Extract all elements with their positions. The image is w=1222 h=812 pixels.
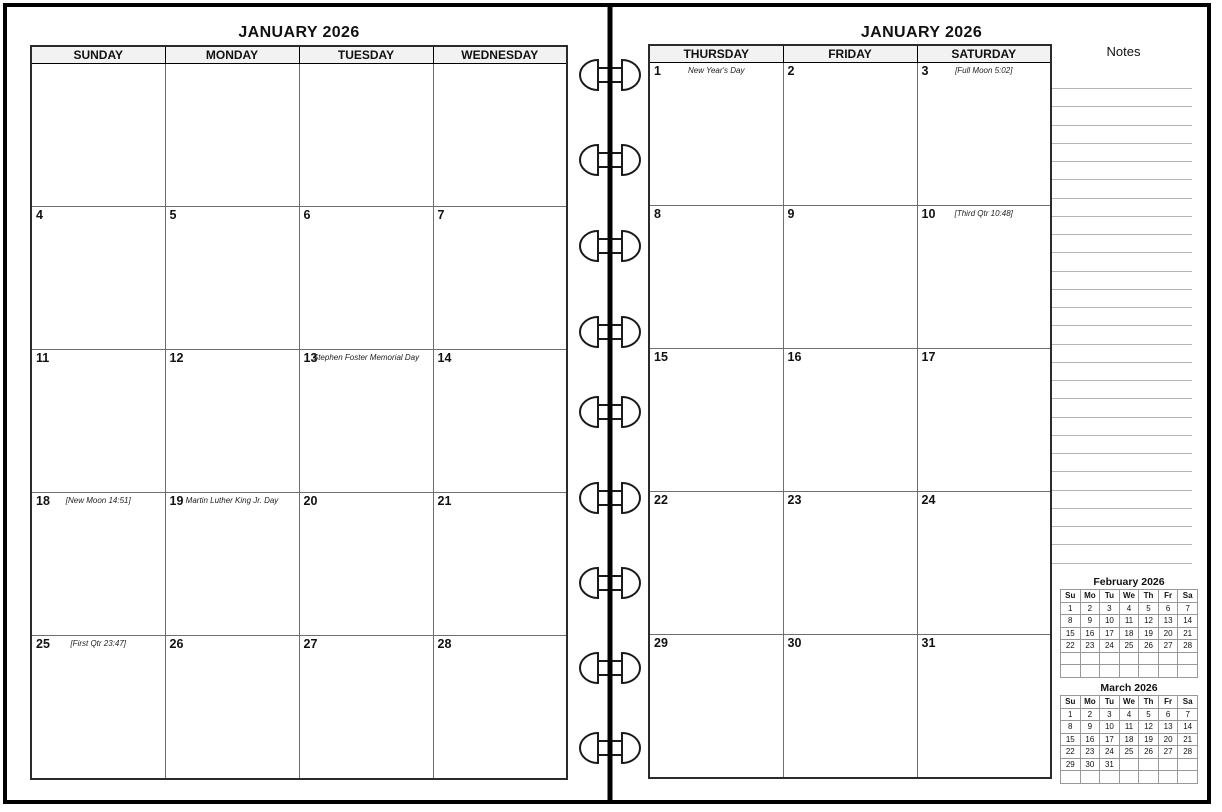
mini-day-cell: 7 [1178, 602, 1198, 615]
day-cell [31, 350, 165, 493]
day-cell [433, 636, 567, 779]
mini-day-cell: 28 [1178, 746, 1198, 759]
note-line [1052, 179, 1192, 180]
day-number: 7 [437, 208, 445, 223]
day-cell [917, 63, 1051, 206]
day-annotation: [Third Qtr 10:48] [954, 209, 1013, 218]
note-line [1052, 198, 1192, 199]
note-line [1052, 417, 1192, 418]
mini-day-cell: 19 [1139, 627, 1159, 640]
day-number: 11 [36, 351, 50, 366]
note-line [1052, 125, 1192, 126]
day-number: 29 [654, 636, 668, 650]
day-number: 3 [921, 64, 929, 78]
note-line [1052, 289, 1192, 290]
mini-day-cell [1119, 771, 1139, 784]
mini-day-cell: 24 [1100, 640, 1120, 653]
binder-rings [565, 7, 655, 800]
mini-day-cell [1158, 758, 1178, 771]
day-of-week-header: WEDNESDAY [433, 46, 567, 64]
mini-day-cell: 11 [1119, 721, 1139, 734]
day-cell [31, 636, 165, 779]
mini-day-cell: 11 [1119, 615, 1139, 628]
day-cell [783, 349, 917, 492]
day-number: 31 [921, 636, 936, 650]
mini-day-cell [1080, 652, 1100, 665]
day-of-week-header: FRIDAY [783, 45, 917, 63]
mini-day-cell [1178, 771, 1198, 784]
mini-day-cell: 4 [1119, 602, 1139, 615]
mini-calendar-february [1060, 576, 1198, 678]
mini-day-cell: 3 [1100, 602, 1120, 615]
mini-day-cell: 16 [1080, 627, 1100, 640]
mini-day-cell [1139, 665, 1159, 678]
note-line [1052, 398, 1192, 399]
mini-day-of-week-header: Sa [1178, 696, 1198, 709]
note-line [1052, 344, 1192, 345]
day-of-week-header: SUNDAY [31, 46, 165, 64]
day-number: 17 [921, 350, 936, 364]
mini-day-cell: 6 [1158, 708, 1178, 721]
spine-line [608, 7, 613, 800]
mini-day-cell: 18 [1119, 733, 1139, 746]
notes-label: Notes [1106, 44, 1141, 59]
mini-day-cell: 19 [1139, 733, 1159, 746]
day-number: 22 [654, 493, 668, 507]
mini-day-cell: 17 [1100, 627, 1120, 640]
mini-day-cell [1178, 665, 1198, 678]
mini-day-cell: 15 [1061, 627, 1081, 640]
day-cell [299, 64, 433, 207]
mini-day-cell [1100, 652, 1120, 665]
mini-day-of-week-header: Su [1061, 696, 1081, 709]
mini-day-cell [1178, 758, 1198, 771]
mini-day-cell [1139, 758, 1159, 771]
day-cell [433, 64, 567, 207]
mini-day-cell: 8 [1061, 615, 1081, 628]
day-number: 10 [921, 207, 936, 221]
mini-day-cell: 8 [1061, 721, 1081, 734]
day-cell [649, 206, 783, 349]
mini-day-cell: 29 [1061, 758, 1081, 771]
mini-day-cell: 9 [1080, 615, 1100, 628]
day-cell [165, 207, 299, 350]
mini-day-cell: 26 [1139, 640, 1159, 653]
mini-calendar-title: March 2026 [1100, 682, 1158, 694]
day-cell [649, 349, 783, 492]
mini-day-cell: 2 [1080, 708, 1100, 721]
day-cell [783, 206, 917, 349]
mini-day-cell: 25 [1119, 640, 1139, 653]
mini-day-cell: 23 [1080, 640, 1100, 653]
mini-day-cell [1158, 771, 1178, 784]
mini-day-cell: 14 [1178, 721, 1198, 734]
mini-calendar-march [1060, 682, 1198, 784]
day-number: 1 [654, 64, 661, 78]
note-line [1052, 106, 1192, 107]
mini-day-cell: 21 [1178, 733, 1198, 746]
day-number: 20 [303, 494, 318, 509]
mini-calendar-grid [1060, 589, 1198, 678]
mini-day-cell: 1 [1061, 708, 1081, 721]
day-of-week-header: TUESDAY [299, 46, 433, 64]
mini-day-cell: 5 [1139, 602, 1159, 615]
day-cell [165, 493, 299, 636]
mini-day-cell: 9 [1080, 721, 1100, 734]
mini-day-cell: 31 [1100, 758, 1120, 771]
mini-day-of-week-header: Th [1139, 696, 1159, 709]
day-number: 2 [787, 64, 795, 78]
note-line [1052, 362, 1192, 363]
day-annotation: [First Qtr 23:47] [70, 639, 127, 649]
day-annotation: [New Moon 14:51] [65, 496, 131, 506]
mini-day-cell [1061, 652, 1081, 665]
day-cell [433, 207, 567, 350]
mini-day-of-week-header: Tu [1100, 696, 1120, 709]
day-annotation: [Full Moon 5:02] [955, 66, 1013, 75]
note-line [1052, 508, 1192, 509]
day-number: 5 [169, 208, 177, 223]
mini-day-cell [1061, 665, 1081, 678]
note-line [1052, 490, 1192, 491]
mini-day-cell: 15 [1061, 733, 1081, 746]
mini-day-of-week-header: Tu [1100, 590, 1120, 603]
day-number: 30 [787, 636, 802, 650]
note-line [1052, 325, 1192, 326]
mini-day-cell: 22 [1061, 746, 1081, 759]
day-cell [31, 493, 165, 636]
right-page-title: JANUARY 2026 [860, 24, 983, 41]
left-calendar-grid [30, 45, 568, 780]
mini-day-cell: 21 [1178, 627, 1198, 640]
mini-day-cell [1119, 665, 1139, 678]
mini-day-cell [1100, 665, 1120, 678]
mini-day-cell: 14 [1178, 615, 1198, 628]
mini-day-cell [1080, 771, 1100, 784]
day-cell [299, 350, 433, 493]
mini-day-of-week-header: Th [1139, 590, 1159, 603]
mini-day-of-week-header: Mo [1080, 696, 1100, 709]
mini-day-of-week-header: We [1119, 590, 1139, 603]
day-number: 25 [36, 637, 50, 652]
day-cell [299, 207, 433, 350]
mini-day-cell [1080, 665, 1100, 678]
day-of-week-header: SATURDAY [917, 45, 1051, 63]
day-number: 15 [654, 350, 668, 364]
note-line [1052, 435, 1192, 436]
note-line [1052, 88, 1192, 89]
mini-day-cell [1061, 771, 1081, 784]
mini-day-cell [1139, 771, 1159, 784]
day-number: 26 [169, 637, 184, 652]
mini-day-cell [1119, 652, 1139, 665]
mini-day-cell: 16 [1080, 733, 1100, 746]
mini-day-cell: 20 [1158, 733, 1178, 746]
mini-day-cell: 25 [1119, 746, 1139, 759]
day-number: 28 [437, 637, 452, 652]
day-number: 24 [921, 493, 936, 507]
notes-ruled-lines [1052, 88, 1192, 566]
day-number: 12 [169, 351, 184, 366]
mini-day-of-week-header: Su [1061, 590, 1081, 603]
day-cell [165, 350, 299, 493]
mini-day-cell [1100, 771, 1120, 784]
day-number: 16 [787, 350, 802, 364]
day-number: 19 [169, 494, 184, 509]
note-line [1052, 252, 1192, 253]
mini-day-of-week-header: We [1119, 696, 1139, 709]
mini-day-cell [1178, 652, 1198, 665]
mini-day-of-week-header: Fr [1158, 590, 1178, 603]
day-cell [917, 206, 1051, 349]
mini-day-cell: 23 [1080, 746, 1100, 759]
day-cell [917, 349, 1051, 492]
note-line [1052, 453, 1192, 454]
day-number: 27 [303, 637, 318, 652]
mini-day-cell: 13 [1158, 615, 1178, 628]
day-number: 21 [437, 494, 452, 509]
day-cell [649, 63, 783, 206]
day-of-week-header: THURSDAY [649, 45, 783, 63]
day-cell [783, 63, 917, 206]
mini-day-cell: 24 [1100, 746, 1120, 759]
day-cell [433, 350, 567, 493]
mini-day-cell: 1 [1061, 602, 1081, 615]
mini-day-of-week-header: Sa [1178, 590, 1198, 603]
day-cell [299, 493, 433, 636]
note-line [1052, 161, 1192, 162]
mini-day-cell: 27 [1158, 746, 1178, 759]
day-number: 14 [437, 351, 452, 366]
day-number: 13 [303, 351, 318, 366]
mini-calendar-grid [1060, 695, 1198, 784]
mini-day-cell: 12 [1139, 615, 1159, 628]
mini-day-cell [1158, 652, 1178, 665]
mini-calendar-title: February 2026 [1093, 576, 1165, 588]
day-cell [783, 492, 917, 635]
note-line [1052, 526, 1192, 527]
note-line [1052, 216, 1192, 217]
right-calendar-grid [648, 44, 1052, 779]
mini-day-cell: 30 [1080, 758, 1100, 771]
mini-day-of-week-header: Fr [1158, 696, 1178, 709]
mini-day-cell: 10 [1100, 615, 1120, 628]
mini-day-cell: 22 [1061, 640, 1081, 653]
mini-day-cell: 4 [1119, 708, 1139, 721]
mini-day-cell: 13 [1158, 721, 1178, 734]
day-cell [31, 64, 165, 207]
day-number: 6 [303, 208, 311, 223]
day-annotation: Stephen Foster Memorial Day [312, 353, 420, 363]
mini-day-cell: 12 [1139, 721, 1159, 734]
day-cell [917, 635, 1051, 778]
day-cell [433, 493, 567, 636]
mini-day-cell: 18 [1119, 627, 1139, 640]
note-line [1052, 234, 1192, 235]
mini-day-cell: 28 [1178, 640, 1198, 653]
day-cell [649, 492, 783, 635]
note-line [1052, 544, 1192, 545]
mini-day-cell: 3 [1100, 708, 1120, 721]
mini-day-cell [1158, 665, 1178, 678]
note-line [1052, 271, 1192, 272]
day-cell [783, 635, 917, 778]
note-line [1052, 307, 1192, 308]
day-cell [299, 636, 433, 779]
mini-day-cell: 26 [1139, 746, 1159, 759]
note-line [1052, 471, 1192, 472]
day-annotation: Martin Luther King Jr. Day [185, 496, 279, 506]
note-line [1052, 563, 1192, 564]
mini-day-cell: 2 [1080, 602, 1100, 615]
mini-day-cell: 17 [1100, 733, 1120, 746]
day-number: 9 [787, 207, 795, 221]
day-number: 4 [36, 208, 43, 223]
day-cell [165, 64, 299, 207]
mini-day-cell: 27 [1158, 640, 1178, 653]
day-number: 23 [787, 493, 802, 507]
mini-day-cell: 20 [1158, 627, 1178, 640]
mini-day-cell [1139, 652, 1159, 665]
day-number: 8 [654, 207, 661, 221]
note-line [1052, 380, 1192, 381]
day-annotation: New Year's Day [687, 66, 745, 75]
day-cell [917, 492, 1051, 635]
day-of-week-header: MONDAY [165, 46, 299, 64]
left-page-title: JANUARY 2026 [238, 24, 360, 41]
day-cell [649, 635, 783, 778]
day-number: 18 [36, 494, 50, 509]
note-line [1052, 143, 1192, 144]
mini-day-cell: 6 [1158, 602, 1178, 615]
day-cell [31, 207, 165, 350]
mini-day-cell: 7 [1178, 708, 1198, 721]
mini-day-of-week-header: Mo [1080, 590, 1100, 603]
day-cell [165, 636, 299, 779]
mini-day-cell: 10 [1100, 721, 1120, 734]
mini-day-cell: 5 [1139, 708, 1159, 721]
mini-day-cell [1119, 758, 1139, 771]
